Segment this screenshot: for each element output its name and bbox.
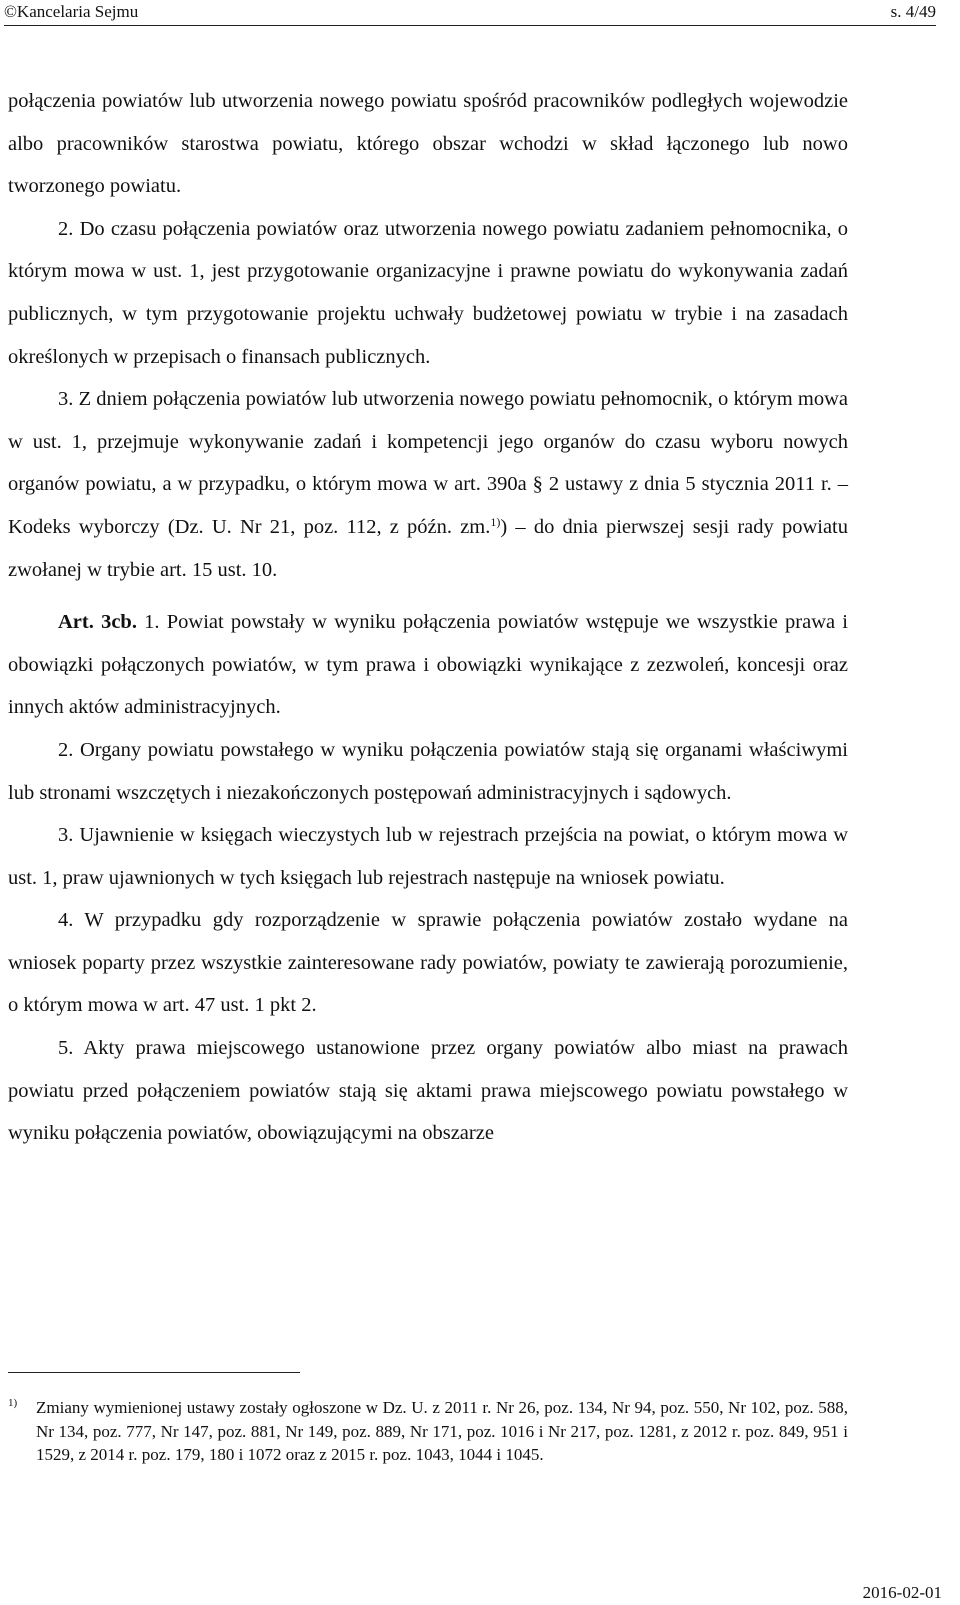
header-page-number: s. 4/49 bbox=[890, 2, 936, 21]
article-3cb-paragraph-2: 2. Organy powiatu powstałego w wyniku połączenia powiatów stają się organami właściwymi lub stronami wszczętych i niezakończonych postępowań administracyjnych i sądowych. bbox=[8, 738, 848, 804]
footnote-text: Zmiany wymienionej ustawy zostały ogłoszone w Dz. U. z 2011 r. Nr 26, poz. 134, Nr 94, poz. 550, Nr 102, poz. 588, Nr 134, poz. 777, Nr 147, poz. 881, Nr 149, poz. 889, Nr 171, poz. 1016 i Nr 217, poz. 1281, z 2012 r. poz. 849, 951 i 1529, z 2014 r. poz. 179, 180 i 1072 oraz z 2015 r. poz. 1043, 1044 i 1045. bbox=[36, 1398, 848, 1464]
footnote-reference[interactable]: 1) bbox=[490, 514, 501, 529]
article-label: Art. 3cb. bbox=[58, 611, 137, 634]
header-rule bbox=[4, 25, 936, 26]
article-3cb-paragraph-5: 5. Akty prawa miejscowego ustanowione przez organy powiatów albo miast na prawach powiatu przed połączeniem powiatów stają się aktami prawa miejscowego powiatu powstałego w wyniku połączenia powiatów, obowiązującymi na obszarze bbox=[8, 1037, 848, 1145]
article-3cb-paragraph-1 bbox=[8, 601, 848, 729]
paragraph-3-text-end: ) – do dnia pierwszej sesji rady powiatu zwołanej w trybie art. 15 ust. 10. bbox=[8, 515, 848, 581]
footer-date: 2016-02-01 bbox=[862, 1583, 942, 1602]
paragraph-3 bbox=[8, 378, 848, 591]
paragraph-3-text-start: 3. Z dniem połączenia powiatów lub utworzenia nowego powiatu pełnomocnik, o którym mowa w ust. 1, przejmuje wykonywanie zadań i kompetencji jego organów do czasu wyboru nowych organów powiatu, a w przypadku, o którym mowa w art. 390a § 2 ustawy z dnia 5 stycznia 2011 r. – Kodeks wyborczy (Dz. U. Nr 21, poz. 112, z późn. zm. bbox=[8, 388, 848, 538]
footnote-separator bbox=[8, 1372, 300, 1373]
footnote bbox=[8, 1396, 848, 1467]
header-source: ©Kancelaria Sejmu bbox=[4, 2, 139, 21]
article-3cb-paragraph-4: 4. W przypadku gdy rozporządzenie w sprawie połączenia powiatów zostało wydane na wniosek poparty przez wszystkie zainteresowane rady powiatów, powiaty te zawierają porozumienie, o którym mowa w art. 47 ust. 1 pkt 2. bbox=[8, 909, 848, 1017]
page-header bbox=[0, 0, 960, 24]
article-3cb-paragraph-1-text: 1. Powiat powstały w wyniku połączenia powiatów wstępuje we wszystkie prawa i obowiązki połączonych powiatów, w tym prawa i obowiązki wynikające z zezwoleń, koncesji oraz innych aktów administracyjnych. bbox=[8, 611, 849, 719]
article-3cb-paragraph-3: 3. Ujawnienie w księgach wieczystych lub w rejestrach przejścia na powiat, o którym mowa w ust. 1, praw ujawnionych w tych księgach lub rejestrach następuje na wniosek powiatu. bbox=[8, 824, 848, 889]
footnote-mark: 1) bbox=[8, 1397, 18, 1409]
paragraph-2: 2. Do czasu połączenia powiatów oraz utworzenia nowego powiatu zadaniem pełnomocnika, o którym mowa w ust. 1, jest przygotowanie organizacyjne i prawne powiatu do wykonywania zadań publicznych, w tym przygotowanie projektu uchwały budżetowej powiatu w trybie i na zasadach określonych w przepisach o finansach publicznych. bbox=[8, 217, 848, 368]
paragraph-continuation: połączenia powiatów lub utworzenia nowego powiatu spośród pracowników podległych wojewodzie albo pracowników starostwa powiatu, którego obszar wchodzi w skład łączonego lub nowo tworzonego powiatu. bbox=[8, 90, 848, 198]
document-body bbox=[8, 80, 848, 1155]
